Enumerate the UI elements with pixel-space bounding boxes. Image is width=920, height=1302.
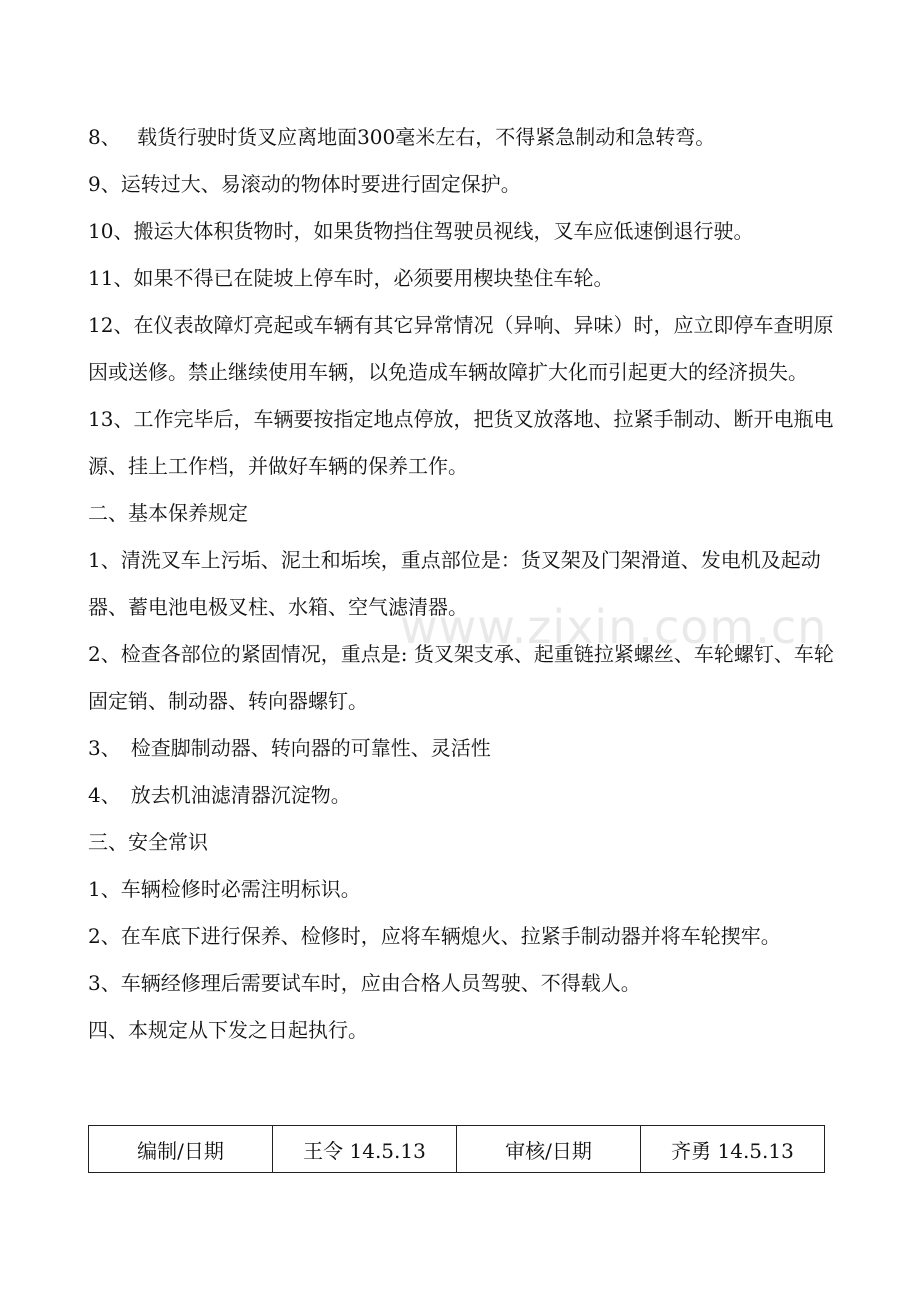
rule-item-8: 8、 载货行驶时货叉应离地面300毫米左右，不得紧急制动和急转弯。 [88,125,716,149]
rule-item-13: 13、工作完毕后，车辆要按指定地点停放，把货叉放落地、拉紧手制动、断开电瓶电源、挂上工作档，并做好车辆的保养工作。 [88,407,834,478]
section-heading-safety: 三、安全常识 [88,830,208,854]
rule-item-10: 10、搬运大体积货物时，如果货物挡住驾驶员视线，叉车应低速倒退行驶。 [88,219,754,243]
rule-item-9: 9、运转过大、易滚动的物体时要进行固定保护。 [88,172,521,196]
reviewed-by-value: 齐勇 14.5.13 [641,1126,825,1173]
table-row [89,1126,825,1173]
maintenance-item-4: 4、 放去机油滤清器沉淀物。 [88,783,351,807]
section-heading-effective: 四、本规定从下发之日起执行。 [88,1018,368,1042]
compiled-by-value: 王令 14.5.13 [273,1126,457,1173]
watermark: www.zixin.com.cn [400,600,828,654]
safety-item-2: 2、在车底下进行保养、检修时，应将车辆熄火、拉紧手制动器并将车轮揳牢。 [88,924,781,948]
signature-table [88,1125,825,1173]
document-body [88,114,836,1054]
rule-item-11: 11、如果不得已在陡坡上停车时，必须要用楔块垫住车轮。 [88,266,614,290]
safety-item-3: 3、车辆经修理后需要试车时，应由合格人员驾驶、不得载人。 [88,971,641,995]
section-heading-maintenance: 二、基本保养规定 [88,501,248,525]
safety-item-1: 1、车辆检修时必需注明标识。 [88,877,361,901]
reviewed-by-label: 审核/日期 [457,1126,641,1173]
maintenance-item-3: 3、 检查脚制动器、转向器的可靠性、灵活性 [88,736,491,760]
maintenance-item-1: 1、清洗叉车上污垢、泥土和垢埃，重点部位是：货叉架及门架滑道、发电机及起动器、蓄电池电极叉柱、水箱、空气滤清器。 [88,548,821,619]
rule-item-12: 12、在仪表故障灯亮起或车辆有其它异常情况（异响、异味）时，应立即停车查明原因或送修。禁止继续使用车辆，以免造成车辆故障扩大化而引起更大的经济损失。 [88,313,834,384]
maintenance-item-2: 2、检查各部位的紧固情况，重点是: 货叉架支承、起重链拉紧螺丝、车轮螺钉、车轮固定销、制动器、转向器螺钉。 [88,642,834,713]
compiled-by-label: 编制/日期 [89,1126,273,1173]
